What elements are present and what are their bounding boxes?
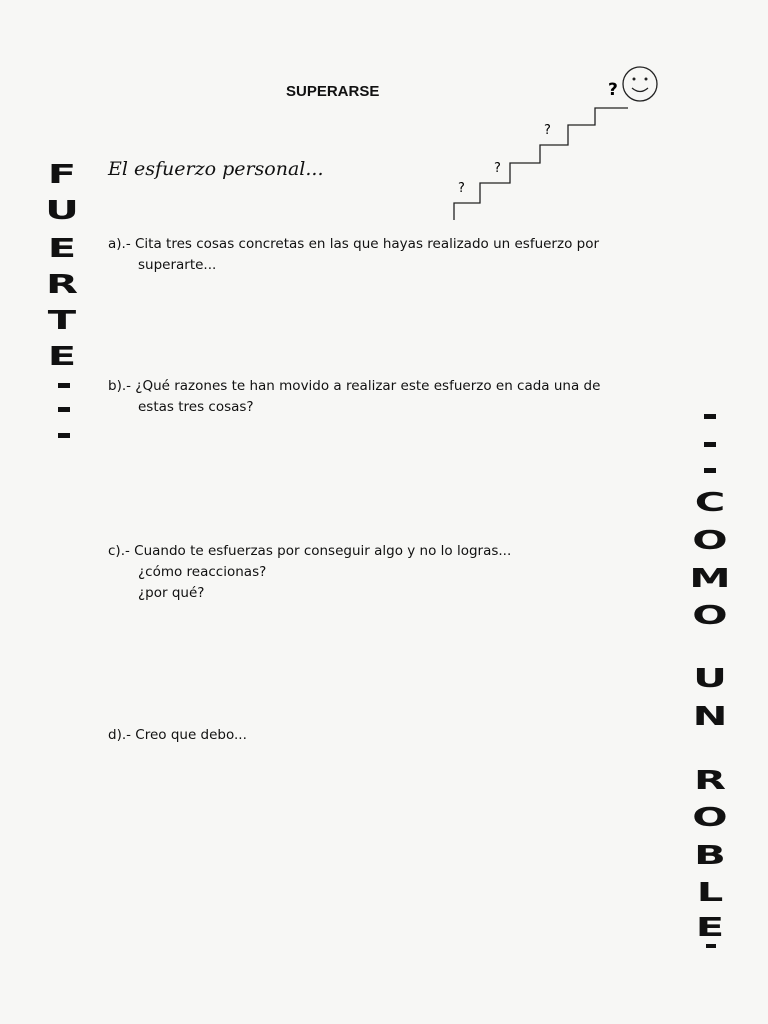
left-dash-2 bbox=[58, 407, 70, 412]
right-letter-r: R bbox=[693, 766, 727, 796]
question-c-line2: ¿cómo reaccionas? bbox=[138, 564, 267, 580]
stair-question-mark-3: ? bbox=[544, 123, 551, 138]
question-c-line3: ¿por qué? bbox=[138, 585, 205, 601]
left-letter-3: E bbox=[47, 234, 77, 264]
right-letter-e: E bbox=[695, 913, 725, 943]
question-d-line1: d).- Creo que debo... bbox=[108, 727, 247, 743]
right-letter-l: L bbox=[696, 878, 724, 908]
left-letter-4: R bbox=[45, 270, 79, 300]
stair-question-mark-1: ? bbox=[458, 181, 465, 196]
right-dash-1 bbox=[704, 414, 716, 419]
right-letter-m: M bbox=[689, 564, 731, 594]
stair-question-mark-2: ? bbox=[494, 161, 501, 176]
right-letter-o1: O bbox=[692, 526, 728, 556]
smiley-face-icon bbox=[623, 67, 657, 101]
question-c bbox=[108, 541, 511, 604]
left-letter-2: U bbox=[45, 196, 79, 226]
right-letter-n: N bbox=[692, 702, 728, 732]
page-title: SUPERARSE bbox=[286, 83, 380, 100]
left-letter-6: E bbox=[47, 342, 77, 372]
left-letter-1: F bbox=[47, 160, 77, 190]
stairs-illustration bbox=[440, 60, 670, 230]
question-b-line2: estas tres cosas? bbox=[138, 399, 254, 415]
right-letter-o2: O bbox=[692, 601, 728, 631]
stair-question-mark-4: ? bbox=[608, 80, 618, 100]
right-dash-2 bbox=[704, 442, 716, 447]
right-letter-o3: O bbox=[692, 803, 728, 833]
left-dash-1 bbox=[58, 383, 70, 388]
left-dash-3 bbox=[58, 433, 70, 438]
right-letter-u: U bbox=[693, 664, 727, 694]
subtitle: El esfuerzo personal... bbox=[108, 158, 324, 180]
question-c-line1: c).- Cuando te esfuerzas por conseguir algo y no lo logras... bbox=[108, 543, 512, 559]
right-dash-end bbox=[706, 944, 716, 948]
question-a-line2: superarte... bbox=[138, 257, 217, 273]
left-letter-5: T bbox=[47, 306, 77, 336]
right-letter-c: C bbox=[694, 488, 726, 518]
right-letter-b: B bbox=[694, 841, 726, 871]
question-d bbox=[108, 725, 247, 746]
right-dash-3 bbox=[704, 468, 716, 473]
question-b bbox=[108, 376, 600, 418]
question-b-line1: b).- ¿Qué razones te han movido a realizar este esfuerzo en cada una de bbox=[108, 378, 601, 394]
question-a-line1: a).- Cita tres cosas concretas en las que hayas realizado un esfuerzo por bbox=[108, 236, 600, 252]
question-a bbox=[108, 234, 599, 276]
